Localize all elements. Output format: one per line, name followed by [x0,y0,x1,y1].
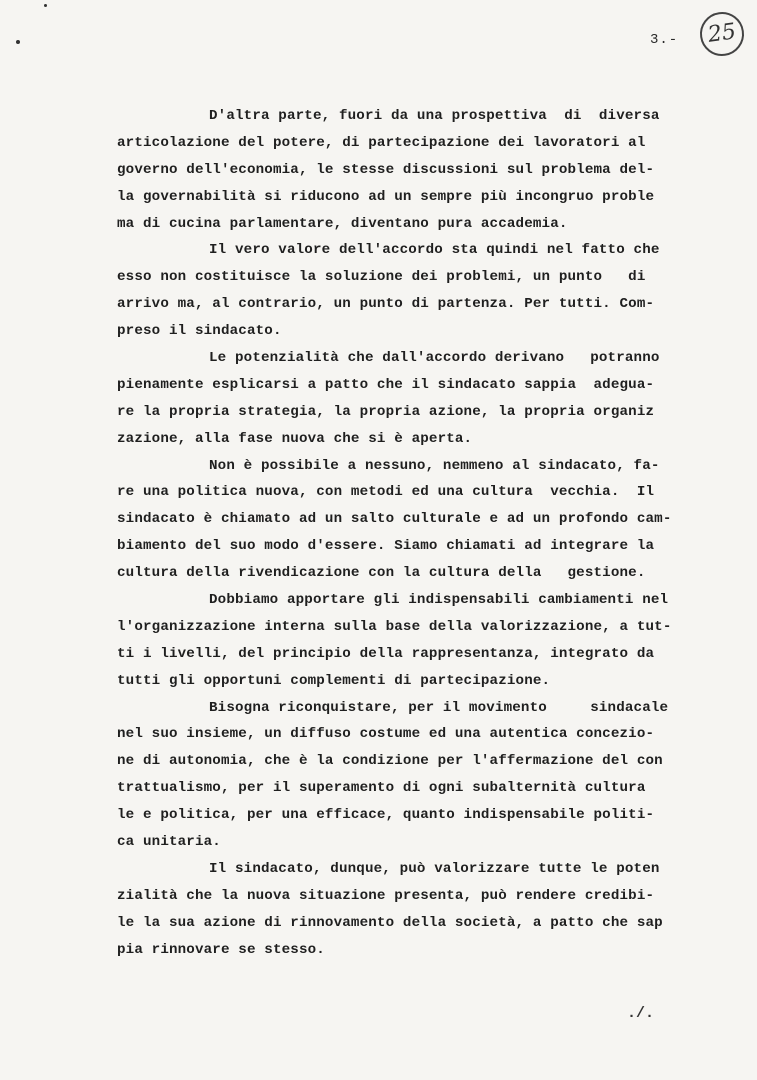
text-line: esso non costituisce la soluzione dei problemi, un punto di [117,269,646,286]
text-line: le la sua azione di rinnovamento della società, a patto che sap [117,914,663,931]
text-line: re una politica nuova, con metodi ed una cultura vecchia. Il [117,484,655,501]
text-line: ma di cucina parlamentare, diventano pura accademia. [117,215,568,232]
text-line: l'organizzazione interna sulla base della valorizzazione, a tut- [117,618,672,635]
continuation-mark: ./. [627,1005,655,1022]
text-line: pienamente esplicarsi a patto che il sindacato sappia adegua- [117,376,655,393]
text-line: D'altra parte, fuori da una prospettiva di diversa [209,108,660,124]
text-line: le e politica, per una efficace, quanto indispensabile politi- [117,807,655,824]
text-line: ne di autonomia, che è la condizione per l'affermazione del con [117,753,663,770]
text-line: zazione, alla fase nuova che si è aperta. [117,430,473,447]
text-line: re la propria strategia, la propria azione, la propria organiz [117,403,655,420]
margin-dot [16,40,20,44]
text-line: Il sindacato, dunque, può valorizzare tutte le poten [209,860,660,877]
text-line: biamento del suo modo d'essere. Siamo chiamati ad integrare la [117,538,655,555]
text-line: governo dell'economia, le stesse discussioni sul problema del- [117,161,655,178]
text-line: preso il sindacato. [117,323,282,340]
text-line: ti i livelli, del principio della rappresentanza, integrato da [117,645,655,662]
text-line: tutti gli opportuni complementi di partecipazione. [117,672,551,689]
text-line: ca unitaria. [117,834,221,851]
text-line: cultura della rivendicazione con la cultura della gestione. [117,565,646,582]
text-line: arrivo ma, al contrario, un punto di partenza. Per tutti. Com- [117,296,655,313]
text-line: la governabilità si riducono ad un sempre più incongruo proble [117,188,655,205]
text-line: nel suo insieme, un diffuso costume ed una autentica concezio- [117,726,655,743]
text-line: articolazione del potere, di partecipazione dei lavoratori al [117,134,646,151]
text-line: zialità che la nuova situazione presenta, può rendere credibi- [117,887,655,904]
text-line: Il vero valore dell'accordo sta quindi nel fatto che [209,242,660,259]
body-text [117,103,687,964]
text-line: pia rinnovare se stesso. [117,941,325,958]
text-line: Non è possibile a nessuno, nemmeno al sindacato, fa- [209,457,660,474]
text-line: sindacato è chiamato ad un salto culturale e ad un profondo cam- [117,511,672,528]
text-line: Le potenzialità che dall'accordo derivano potranno [209,350,660,367]
archive-number-stamp: 25 [697,9,747,59]
page-number: 3.- [650,32,679,48]
text-line: trattualismo, per il superamento di ogni subalternità cultura [117,780,646,797]
text-line: Bisogna riconquistare, per il movimento sindacale [209,699,669,716]
margin-dot [44,4,47,7]
text-line: Dobbiamo apportare gli indispensabili cambiamenti nel [209,592,669,609]
